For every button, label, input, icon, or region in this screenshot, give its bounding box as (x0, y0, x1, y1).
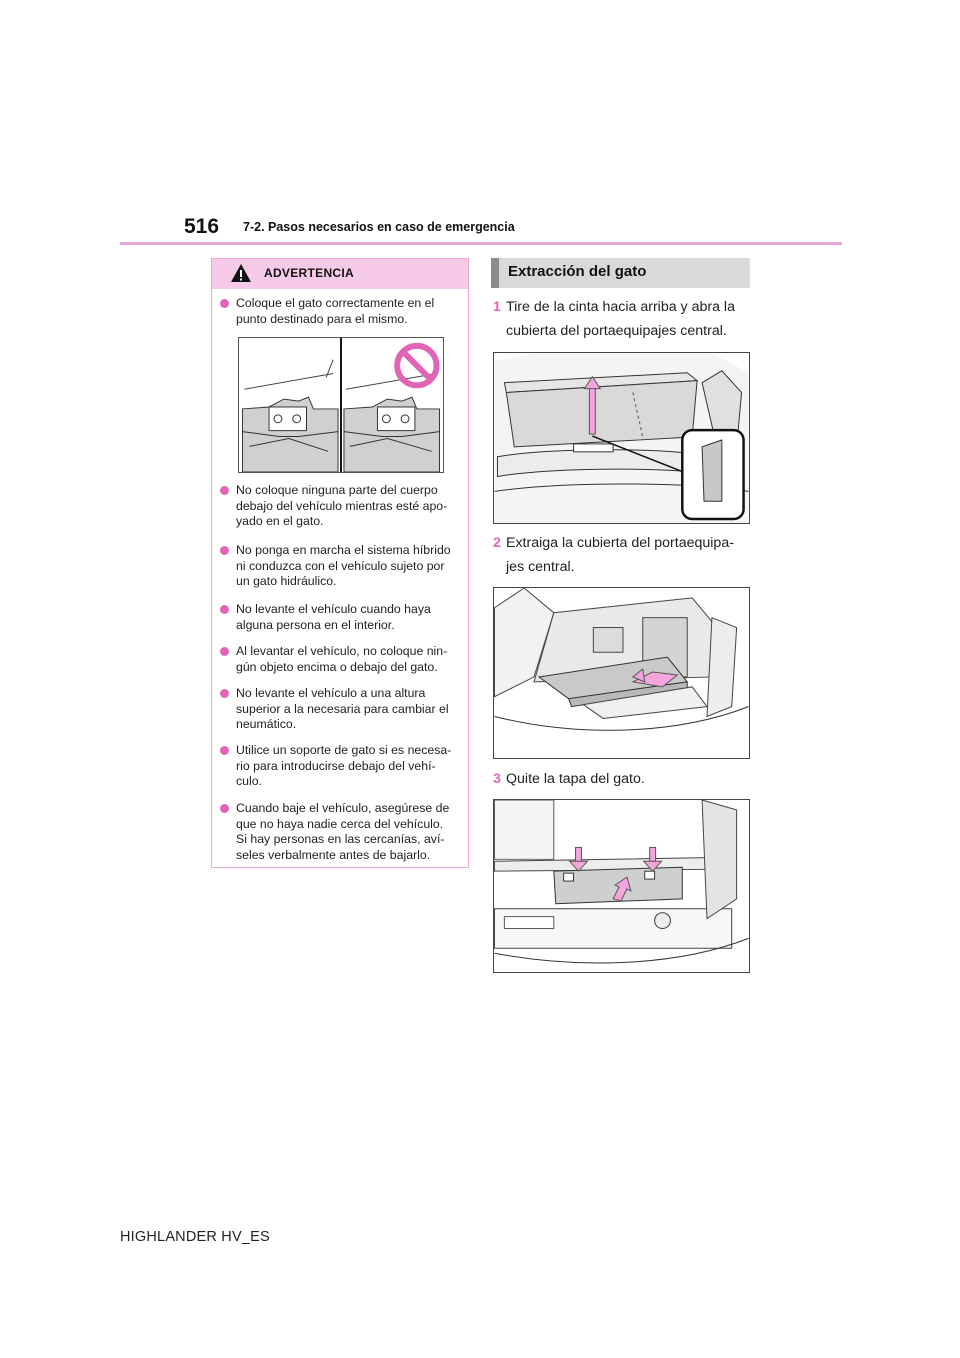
step-number: 2 (493, 535, 501, 551)
jack-placement-figure (238, 337, 444, 473)
bullet-dot-icon (220, 486, 229, 495)
bullet-dot-icon (220, 804, 229, 813)
section-header-bar (491, 258, 499, 288)
jack-cover-figure (493, 799, 750, 973)
warning-item: Cuando baje el vehículo, asegúrese de que no haya nadie cerca del vehículo. Si hay personas en las cercanías, aví- seles verbalmente antes de bajarlo. (220, 801, 460, 863)
header-rule (120, 242, 842, 245)
warning-item: Al levantar el vehículo, no coloque nin- gún objeto encima o debajo del gato. (220, 644, 460, 675)
warning-item: No ponga en marcha el sistema híbrido ni conduzca con el vehículo sujeto por un gato hidráulico. (220, 543, 460, 590)
step-2 (493, 531, 753, 579)
bullet-dot-icon (220, 299, 229, 308)
footer-model: HIGHLANDER HV_ES (120, 1229, 270, 1245)
section-header-title: Extracción del gato (508, 263, 647, 280)
step-number: 1 (493, 299, 501, 315)
step-1 (493, 295, 753, 343)
bullet-dot-icon (220, 546, 229, 555)
warning-item: No levante el vehículo cuando haya alguna persona en el interior. (220, 602, 460, 633)
bullet-dot-icon (220, 647, 229, 656)
bullet-dot-icon (220, 746, 229, 755)
warning-triangle-icon (230, 263, 252, 283)
warning-title: ADVERTENCIA (264, 266, 354, 280)
step-text: Extraiga la cubierta del portaequipa- jes central. (506, 535, 734, 575)
step-3 (493, 767, 753, 791)
bullet-dot-icon (220, 605, 229, 614)
warning-header (212, 259, 468, 289)
warning-item: No levante el vehículo a una altura superior a la necesaria para cambiar el neumático. (220, 686, 460, 733)
warning-box (211, 258, 469, 868)
page-number: 516 (184, 215, 220, 238)
warning-item: Coloque el gato correctamente en el punto destinado para el mismo. (220, 296, 460, 327)
warning-item: Utilice un soporte de gato si es necesa- rio para introducirse debajo del vehí- culo. (220, 743, 460, 790)
section-header (491, 258, 750, 288)
step-number: 3 (493, 771, 501, 787)
warning-item: No coloque ninguna parte del cuerpo debajo del vehículo mientras esté apo- yado en el gato. (220, 483, 460, 530)
step-text: Tire de la cinta hacia arriba y abra la cubierta del portaequipajes central. (506, 299, 735, 339)
section-title: 7-2. Pasos necesarios en caso de emergencia (243, 220, 515, 234)
luggage-cover-open-figure (493, 352, 750, 524)
bullet-dot-icon (220, 689, 229, 698)
remove-cover-figure (493, 587, 750, 759)
step-text: Quite la tapa del gato. (506, 771, 645, 787)
